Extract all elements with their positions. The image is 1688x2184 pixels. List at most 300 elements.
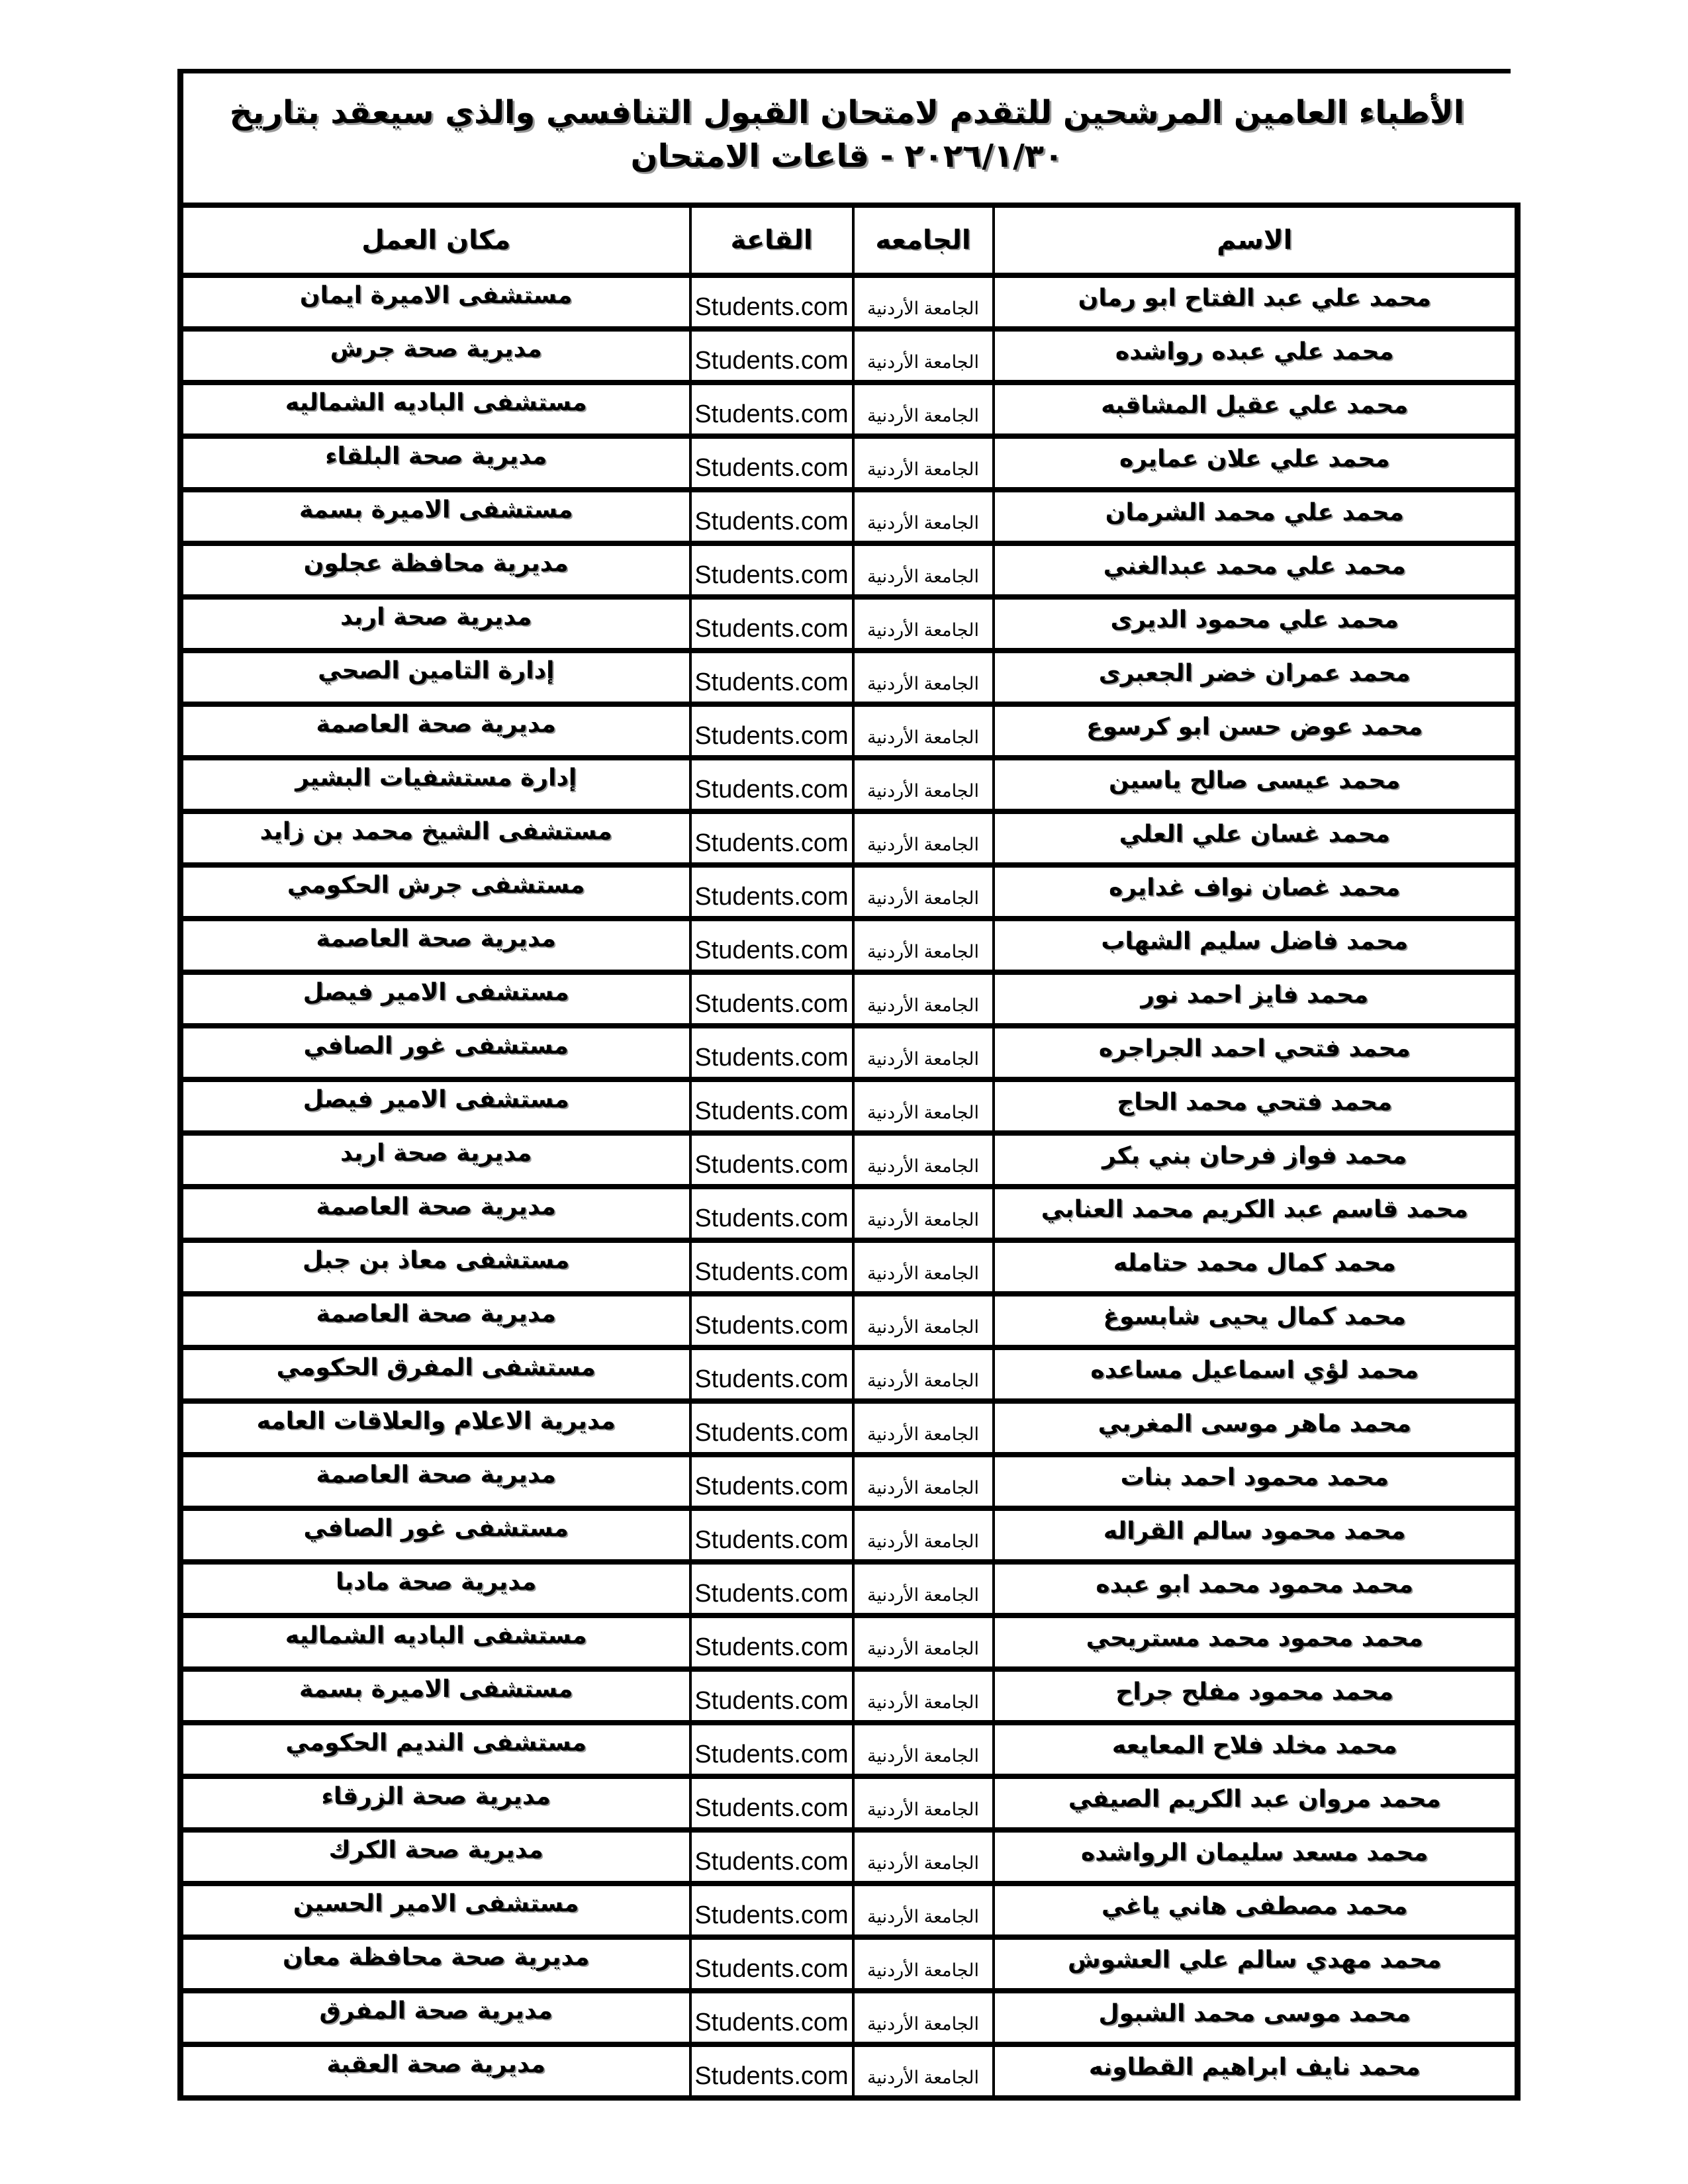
workplace-cell-text: مستشفى غور الصافي (303, 1032, 569, 1060)
university-cell (853, 1508, 994, 1562)
workplace-cell (181, 1884, 690, 1937)
workplace-cell (181, 1776, 690, 1830)
workplace-cell-text: مديرية صحة جرش (330, 336, 542, 363)
workplace-cell-text: مستشفى جرش الحكومي (287, 872, 585, 899)
name-cell (994, 597, 1518, 651)
name-cell (994, 383, 1518, 436)
hall-cell (690, 1187, 853, 1240)
workplace-cell (181, 1401, 690, 1455)
name-cell-text: محمد مصطفى هاني ياغي (1102, 1893, 1408, 1920)
name-cell-text: محمد عيسى صالح ياسين (1109, 767, 1401, 794)
university-cell-text: الجامعة الأردنية (867, 835, 979, 854)
name-cell-text: محمد فتحي محمد الحاج (1117, 1089, 1393, 1116)
hall-cell (690, 1884, 853, 1937)
hall-cell (690, 1294, 853, 1347)
table-row (181, 1884, 1518, 1937)
university-cell (853, 1133, 994, 1187)
name-cell-text: محمد فتحي احمد الجراجره (1098, 1035, 1411, 1062)
university-cell-text: الجامعة الأردنية (867, 1049, 979, 1069)
table-row (181, 275, 1518, 329)
workplace-cell (181, 2044, 690, 2098)
name-cell (994, 1508, 1518, 1562)
workplace-cell-text: مديرية صحة مادبا (336, 1569, 537, 1596)
workplace-cell (181, 275, 690, 329)
hall-cell-text: Students.com (694, 1580, 849, 1608)
workplace-cell (181, 811, 690, 865)
name-cell-text: محمد محمود مفلح جراح (1115, 1678, 1394, 1706)
name-cell-text: محمد عمران خضر الجعبرى (1098, 660, 1411, 687)
name-cell (994, 704, 1518, 758)
workplace-cell-text: مديرية صحة المفرق (319, 1997, 553, 2025)
university-cell (853, 1723, 994, 1776)
workplace-cell-text: مديرية صحة الزرقاء (321, 1783, 551, 1810)
hall-cell-text: Students.com (694, 1473, 849, 1500)
hall-cell-text: Students.com (694, 776, 849, 803)
name-cell-text: محمد علي محمود الديرى (1110, 606, 1399, 633)
name-cell (994, 1991, 1518, 2044)
name-cell-text: محمد غسان علي العلي (1119, 821, 1390, 848)
university-cell-text: الجامعة الأردنية (867, 2068, 979, 2087)
hall-cell-text: Students.com (694, 1901, 849, 1929)
hall-cell (690, 1508, 853, 1562)
workplace-cell-text: مديرية صحة العاصمة (316, 925, 556, 952)
hall-cell-text: Students.com (694, 1526, 849, 1554)
table-header-row (181, 205, 1518, 275)
name-cell-text: محمد علي محمد عبدالغني (1103, 553, 1406, 580)
name-cell (994, 1294, 1518, 1347)
university-cell (853, 1776, 994, 1830)
table-row (181, 1294, 1518, 1347)
table-row (181, 329, 1518, 383)
table-row (181, 490, 1518, 543)
table-row (181, 1133, 1518, 1187)
workplace-cell-text: مستشفى الباديه الشماليه (285, 389, 587, 416)
name-cell-text: محمد فاضل سليم الشهاب (1101, 928, 1409, 955)
name-cell-text: محمد علي محمد الشرمان (1105, 499, 1404, 526)
university-cell-text: الجامعة الأردنية (867, 1907, 979, 1927)
hall-cell (690, 972, 853, 1026)
university-cell (853, 972, 994, 1026)
workplace-cell-text: مديرية صحة العاصمة (316, 711, 556, 738)
name-cell (994, 1669, 1518, 1723)
name-cell-text: محمد مروان عبد الكريم الصيفي (1068, 1786, 1441, 1813)
table-row (181, 1830, 1518, 1884)
table-body (181, 275, 1518, 2098)
hall-cell-text: Students.com (694, 1258, 849, 1286)
university-cell (853, 865, 994, 919)
university-cell-text: الجامعة الأردنية (867, 942, 979, 962)
hall-cell (690, 1669, 853, 1723)
name-cell-text: محمد فواز فرحان بني بكر (1102, 1142, 1407, 1169)
workplace-cell (181, 329, 690, 383)
university-cell (853, 383, 994, 436)
name-cell (994, 972, 1518, 1026)
name-cell (994, 1079, 1518, 1133)
university-cell (853, 1669, 994, 1723)
university-cell-text: الجامعة الأردنية (867, 781, 979, 801)
university-cell (853, 1401, 994, 1455)
university-cell (853, 1991, 994, 2044)
university-cell (853, 1294, 994, 1347)
hall-cell-text: Students.com (694, 347, 849, 375)
name-cell (994, 1615, 1518, 1669)
hall-cell (690, 329, 853, 383)
workplace-cell-text: مستشفى الباديه الشماليه (285, 1622, 587, 1649)
name-cell-text: محمد فايز احمد نور (1141, 981, 1369, 1009)
document-title: الأطباء العامين المرشحين للتقدم لامتحان القبول التنافسي والذي سيعقد بتاريخ ٢٠٢٦/١/٣٠ - قاعات الامتحان (229, 94, 1465, 175)
university-cell (853, 811, 994, 865)
university-cell (853, 1884, 994, 1937)
workplace-cell (181, 758, 690, 811)
name-cell-text: محمد علي عبد الفتاح ابو رمان (1078, 285, 1431, 312)
university-cell (853, 651, 994, 704)
name-cell-text: محمد مهدي سالم علي العشوش (1067, 1946, 1442, 1974)
name-cell (994, 1133, 1518, 1187)
university-cell (853, 275, 994, 329)
workplace-cell-text: مديرية صحة اربد (340, 1140, 532, 1167)
table-row (181, 865, 1518, 919)
table-row (181, 1187, 1518, 1240)
hall-cell (690, 865, 853, 919)
table-row (181, 597, 1518, 651)
university-cell (853, 329, 994, 383)
hall-cell-text: Students.com (694, 1741, 849, 1768)
workplace-cell (181, 865, 690, 919)
hall-cell (690, 490, 853, 543)
workplace-cell (181, 1133, 690, 1187)
name-cell-text: محمد لؤي اسماعيل مساعده (1090, 1357, 1419, 1384)
workplace-cell (181, 919, 690, 972)
workplace-cell-text: إدارة التامين الصحي (318, 657, 555, 684)
name-cell-text: محمد مسعد سليمان الرواشده (1081, 1839, 1429, 1866)
table-row (181, 651, 1518, 704)
university-cell-text: الجامعة الأردنية (867, 1799, 979, 1819)
hall-cell-text: Students.com (694, 829, 849, 857)
university-cell (853, 919, 994, 972)
workplace-cell (181, 1187, 690, 1240)
table-row (181, 1401, 1518, 1455)
workplace-cell-text: مديرية صحة العقبة (326, 2051, 546, 2078)
hall-cell-text: Students.com (694, 615, 849, 643)
university-cell (853, 2044, 994, 2098)
hall-cell-text: Students.com (694, 1044, 849, 1071)
university-cell-text: الجامعة الأردنية (867, 459, 979, 479)
university-cell (853, 1937, 994, 1991)
workplace-cell (181, 1240, 690, 1294)
workplace-cell (181, 1455, 690, 1508)
hall-cell (690, 1133, 853, 1187)
university-cell-text: الجامعة الأردنية (867, 1156, 979, 1176)
university-cell (853, 1240, 994, 1294)
university-cell (853, 1455, 994, 1508)
workplace-cell-text: مستشفى الاميرة ايمان (299, 282, 573, 309)
workplace-cell-text: مديرية صحة اربد (340, 604, 532, 631)
university-cell (853, 1347, 994, 1401)
table-row (181, 543, 1518, 597)
name-cell (994, 1401, 1518, 1455)
workplace-cell-text: مستشفى الشيخ محمد بن زايد (259, 818, 612, 845)
table-row (181, 1562, 1518, 1615)
university-cell (853, 1562, 994, 1615)
workplace-cell-text: مديرية صحة العاصمة (316, 1461, 556, 1488)
name-cell-text: محمد غصان نواف غدايره (1109, 874, 1401, 901)
name-cell (994, 1884, 1518, 1937)
name-cell (994, 2044, 1518, 2098)
workplace-cell (181, 1615, 690, 1669)
hall-cell-text: Students.com (694, 1848, 849, 1876)
hall-cell (690, 1937, 853, 1991)
university-cell (853, 1079, 994, 1133)
name-cell (994, 1240, 1518, 1294)
hall-cell-text: Students.com (694, 400, 849, 428)
header-university: الجامعه (853, 205, 994, 275)
hall-cell (690, 919, 853, 972)
hall-cell (690, 275, 853, 329)
header-hall: القاعة (690, 205, 853, 275)
name-cell (994, 811, 1518, 865)
name-cell-text: محمد كمال يحيى شابسوغ (1103, 1303, 1406, 1330)
workplace-cell (181, 597, 690, 651)
workplace-cell (181, 436, 690, 490)
university-cell (853, 758, 994, 811)
hall-cell-text: Students.com (694, 1419, 849, 1447)
hall-cell (690, 2044, 853, 2098)
name-cell (994, 1830, 1518, 1884)
workplace-cell (181, 383, 690, 436)
table-row (181, 1079, 1518, 1133)
university-cell-text: الجامعة الأردنية (867, 1853, 979, 1873)
university-cell-text: الجامعة الأردنية (867, 888, 979, 908)
table-row (181, 2044, 1518, 2098)
hall-cell-text: Students.com (694, 293, 849, 321)
workplace-cell-text: مستشفى الاميرة بسمة (299, 496, 573, 523)
hall-cell (690, 1562, 853, 1615)
hall-cell (690, 1026, 853, 1079)
hall-cell (690, 1776, 853, 1830)
table-row (181, 972, 1518, 1026)
hall-cell-text: Students.com (694, 1205, 849, 1232)
name-cell-text: محمد نايف ابراهيم القطاونه (1088, 2054, 1421, 2081)
university-cell-text: الجامعة الأردنية (867, 567, 979, 586)
hall-cell (690, 1615, 853, 1669)
table-row (181, 1991, 1518, 2044)
university-cell-text: الجامعة الأردنية (867, 995, 979, 1015)
university-cell (853, 1615, 994, 1669)
workplace-cell (181, 1991, 690, 2044)
name-cell (994, 1776, 1518, 1830)
hall-cell (690, 1240, 853, 1294)
workplace-cell (181, 543, 690, 597)
workplace-cell-text: مديرية صحة العاصمة (316, 1193, 556, 1220)
university-cell-text: الجامعة الأردنية (867, 1210, 979, 1230)
name-cell-text: محمد علي عقيل المشاقبه (1101, 392, 1409, 419)
hall-cell-text: Students.com (694, 722, 849, 750)
workplace-cell-text: مديرية صحة محافظة معان (282, 1944, 590, 1971)
workplace-cell (181, 972, 690, 1026)
hall-cell (690, 543, 853, 597)
name-cell (994, 1562, 1518, 1615)
university-cell-text: الجامعة الأردنية (867, 1317, 979, 1337)
hall-cell (690, 704, 853, 758)
workplace-cell-text: مستشفى معاذ بن جبل (303, 1247, 570, 1274)
hall-cell (690, 1347, 853, 1401)
workplace-cell-text: مستشفى الامير فيصل (303, 1086, 569, 1113)
university-cell-text: الجامعة الأردنية (867, 1639, 979, 1659)
table-row (181, 704, 1518, 758)
name-cell-text: محمد محمود سالم القراله (1103, 1518, 1406, 1545)
name-cell-text: محمد علي علان عمايره (1119, 445, 1390, 473)
name-cell (994, 865, 1518, 919)
workplace-cell (181, 704, 690, 758)
table-row (181, 436, 1518, 490)
hall-cell-text: Students.com (694, 454, 849, 482)
table-row (181, 1723, 1518, 1776)
hall-cell (690, 758, 853, 811)
workplace-cell (181, 490, 690, 543)
university-cell-text: الجامعة الأردنية (867, 352, 979, 372)
hall-cell-text: Students.com (694, 1955, 849, 1983)
hall-cell-text: Students.com (694, 936, 849, 964)
hall-cell-text: Students.com (694, 1633, 849, 1661)
workplace-cell (181, 1026, 690, 1079)
workplace-cell-text: مستشفى غور الصافي (303, 1515, 569, 1542)
name-cell (994, 1347, 1518, 1401)
hall-cell-text: Students.com (694, 1151, 849, 1179)
hall-cell-text: Students.com (694, 508, 849, 535)
header-workplace: مكان العمل (181, 205, 690, 275)
name-cell (994, 1723, 1518, 1776)
table-row (181, 1347, 1518, 1401)
university-cell-text: الجامعة الأردنية (867, 406, 979, 426)
university-cell-text: الجامعة الأردنية (867, 1103, 979, 1122)
workplace-cell-text: مديرية محافظة عجلون (303, 550, 569, 577)
name-cell (994, 329, 1518, 383)
university-cell-text: الجامعة الأردنية (867, 2014, 979, 2034)
table-row (181, 1937, 1518, 1991)
workplace-cell-text: مديرية صحة الكرك (328, 1837, 543, 1864)
university-cell-text: الجامعة الأردنية (867, 674, 979, 694)
university-cell-text: الجامعة الأردنية (867, 1692, 979, 1712)
university-cell-text: الجامعة الأردنية (867, 1585, 979, 1605)
name-cell-text: محمد قاسم عبد الكريم محمد العنابي (1041, 1196, 1468, 1223)
workplace-cell-text: مستشفى الاميرة بسمة (299, 1676, 573, 1703)
workplace-cell (181, 1830, 690, 1884)
university-cell-text: الجامعة الأردنية (867, 620, 979, 640)
hall-cell-text: Students.com (694, 2009, 849, 2036)
workplace-cell-text: مديرية صحة العاصمة (316, 1300, 556, 1328)
university-cell (853, 490, 994, 543)
hall-cell (690, 436, 853, 490)
hall-cell-text: Students.com (694, 668, 849, 696)
workplace-cell-text: مستشفى النديم الحكومي (285, 1729, 587, 1756)
hall-cell (690, 1830, 853, 1884)
hall-cell (690, 811, 853, 865)
workplace-cell-text: مستشفى الامير الحسين (293, 1890, 579, 1917)
hall-cell (690, 1455, 853, 1508)
workplace-cell (181, 1669, 690, 1723)
table-row (181, 1776, 1518, 1830)
hall-cell (690, 1723, 853, 1776)
name-cell (994, 543, 1518, 597)
workplace-cell-text: مستشفى المفرق الحكومي (276, 1354, 596, 1381)
university-cell (853, 704, 994, 758)
table-row (181, 919, 1518, 972)
name-cell-text: محمد محمود محمد ابو عبده (1096, 1571, 1414, 1598)
table-row (181, 383, 1518, 436)
table-row (181, 1669, 1518, 1723)
title-box (177, 69, 1511, 204)
university-cell-text: الجامعة الأردنية (867, 1263, 979, 1283)
table-row (181, 1508, 1518, 1562)
workplace-cell (181, 1294, 690, 1347)
workplace-cell (181, 1347, 690, 1401)
university-cell-text: الجامعة الأردنية (867, 1371, 979, 1390)
name-cell (994, 490, 1518, 543)
university-cell (853, 436, 994, 490)
hall-cell-text: Students.com (694, 1097, 849, 1125)
table-row (181, 758, 1518, 811)
hall-cell-text: Students.com (694, 990, 849, 1018)
hall-cell-text: Students.com (694, 2062, 849, 2090)
name-cell-text: محمد مخلد فلاح المعايعه (1111, 1732, 1397, 1759)
name-cell-text: محمد ماهر موسى المغربي (1098, 1410, 1411, 1437)
workplace-cell (181, 651, 690, 704)
workplace-cell-text: مستشفى الامير فيصل (303, 979, 569, 1006)
table-row (181, 1615, 1518, 1669)
name-cell (994, 1937, 1518, 1991)
workplace-cell (181, 1508, 690, 1562)
table-row (181, 1240, 1518, 1294)
university-cell-text: الجامعة الأردنية (867, 727, 979, 747)
university-cell (853, 1026, 994, 1079)
header-name: الاسم (994, 205, 1518, 275)
candidates-table (177, 203, 1521, 2101)
hall-cell-text: Students.com (694, 561, 849, 589)
name-cell (994, 651, 1518, 704)
university-cell-text: الجامعة الأردنية (867, 1960, 979, 1980)
university-cell (853, 543, 994, 597)
hall-cell-text: Students.com (694, 1687, 849, 1715)
name-cell (994, 436, 1518, 490)
hall-cell (690, 597, 853, 651)
hall-cell-text: Students.com (694, 1365, 849, 1393)
university-cell-text: الجامعة الأردنية (867, 1531, 979, 1551)
university-cell-text: الجامعة الأردنية (867, 298, 979, 318)
workplace-cell (181, 1723, 690, 1776)
name-cell (994, 275, 1518, 329)
name-cell-text: محمد محمود احمد بنات (1120, 1464, 1389, 1491)
hall-cell (690, 1991, 853, 2044)
hall-cell-text: Students.com (694, 883, 849, 911)
workplace-cell-text: مديرية صحة البلقاء (325, 443, 547, 470)
name-cell (994, 1455, 1518, 1508)
name-cell-text: محمد موسى محمد الشبول (1098, 2000, 1411, 2027)
workplace-cell (181, 1937, 690, 1991)
name-cell (994, 919, 1518, 972)
workplace-cell-text: مديرية الاعلام والعلاقات العامه (256, 1408, 616, 1435)
hall-cell (690, 1079, 853, 1133)
university-cell-text: الجامعة الأردنية (867, 1746, 979, 1766)
workplace-cell-text: إدارة مستشفيات البشير (295, 764, 577, 792)
hall-cell-text: Students.com (694, 1312, 849, 1340)
name-cell-text: محمد كمال محمد حتامله (1113, 1250, 1396, 1277)
workplace-cell (181, 1079, 690, 1133)
table-row (181, 1026, 1518, 1079)
name-cell (994, 1187, 1518, 1240)
university-cell-text: الجامعة الأردنية (867, 513, 979, 533)
table-row (181, 811, 1518, 865)
university-cell-text: الجامعة الأردنية (867, 1424, 979, 1444)
